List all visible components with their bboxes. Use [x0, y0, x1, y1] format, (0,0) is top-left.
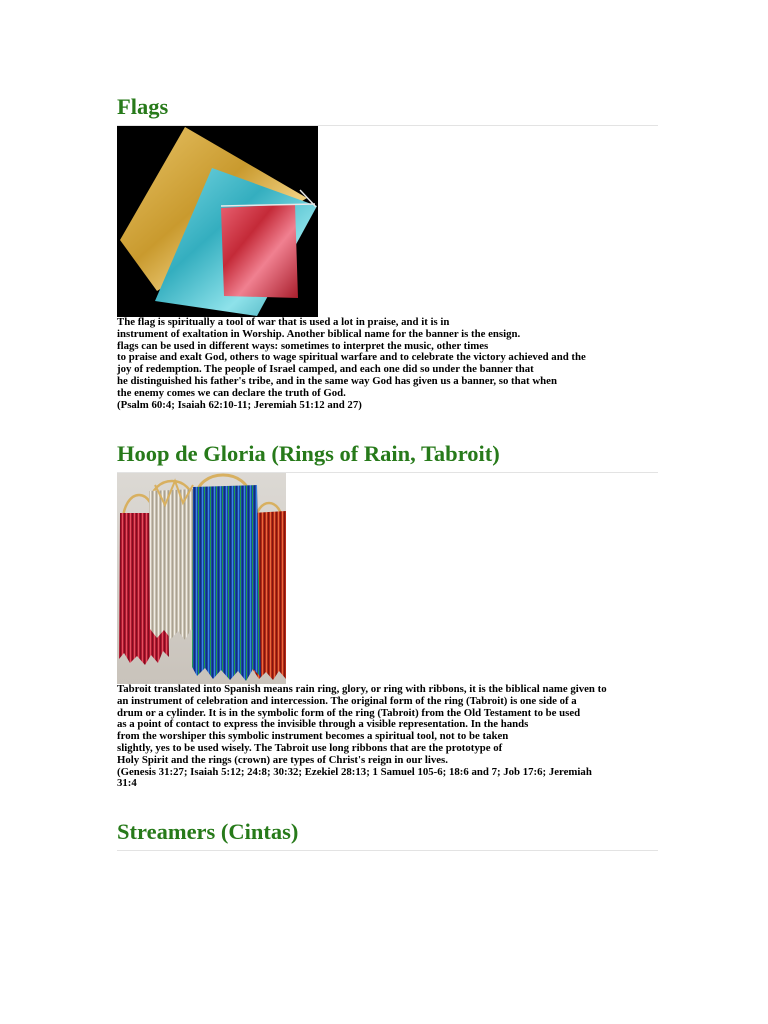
section-heading-streamers: Streamers (Cintas): [117, 819, 658, 851]
paragraph-line: to praise and exalt God, others to wage spiritual warfare and to celebrate the victory achieved and the: [117, 351, 586, 364]
flags-photo: [117, 126, 318, 317]
paragraph-line: Holy Spirit and the rings (crown) are types of Christ's reign in our lives.: [117, 753, 448, 766]
blue-tinsel: [192, 485, 261, 681]
paragraph-line: The flag is spiritually a tool of war that is used a lot in praise, and it is in: [117, 316, 450, 328]
scripture-reference: (Genesis 31:27; Isaiah 5:12; 24:8; 30:32; Ezekiel 28:13; 1 Samuel 105-6; 18:6 and 7; Job 17:6; Jeremiah: [117, 765, 592, 778]
scripture-reference: 31:4: [117, 777, 137, 790]
section-streamers: [117, 819, 658, 851]
section-heading-hoop: Hoop de Gloria (Rings of Rain, Tabroit): [117, 441, 658, 473]
paragraph-line: instrument of exaltation in Worship. Another biblical name for the banner is the ensign.: [117, 327, 521, 340]
paragraph-line: an instrument of celebration and intercession. The original form of the ring (Tabroit) is one side of a: [117, 694, 577, 707]
flags-paragraph: [117, 317, 658, 411]
paragraph-line: slightly, yes to be used wisely. The Tabroit use long ribbons that are the prototype of: [117, 741, 503, 754]
paragraph-line: drum or a cylinder. It is in the symbolic form of the ring (Tabroit) from the Old Testament to be used: [117, 706, 581, 719]
paragraph-line: joy of redemption. The people of Israel camped, and each one did so under the banner that: [117, 363, 534, 376]
paragraph-line: as a point of contact to express the invisible through a visible representation. In the hands: [117, 718, 529, 731]
silver-tinsel: [149, 489, 197, 640]
paragraph-line: the enemy comes we can declare the truth of God.: [117, 386, 346, 399]
red-flag: [221, 204, 298, 298]
paragraph-line: from the worshiper this symbolic instrument becomes a spiritual tool, not to be taken: [117, 730, 509, 743]
paragraph-line: Tabroit translated into Spanish means rain ring, glory, or ring with ribbons, it is the biblical name given to: [117, 683, 607, 695]
section-heading-flags: Flags: [117, 94, 658, 126]
section-hoop-de-gloria: [117, 441, 658, 790]
hoop-paragraph: [117, 684, 658, 790]
paragraph-line: flags can be used in different ways: sometimes to interpret the music, other times: [117, 339, 489, 352]
paragraph-line: he distinguished his father's tribe, and in the same way God has given us a banner, so that when: [117, 374, 557, 387]
hoops-photo: [117, 473, 286, 684]
section-flags: [117, 94, 658, 411]
scripture-reference: (Psalm 60:4; Isaiah 62:10-11; Jeremiah 51:12 and 27): [117, 398, 362, 411]
